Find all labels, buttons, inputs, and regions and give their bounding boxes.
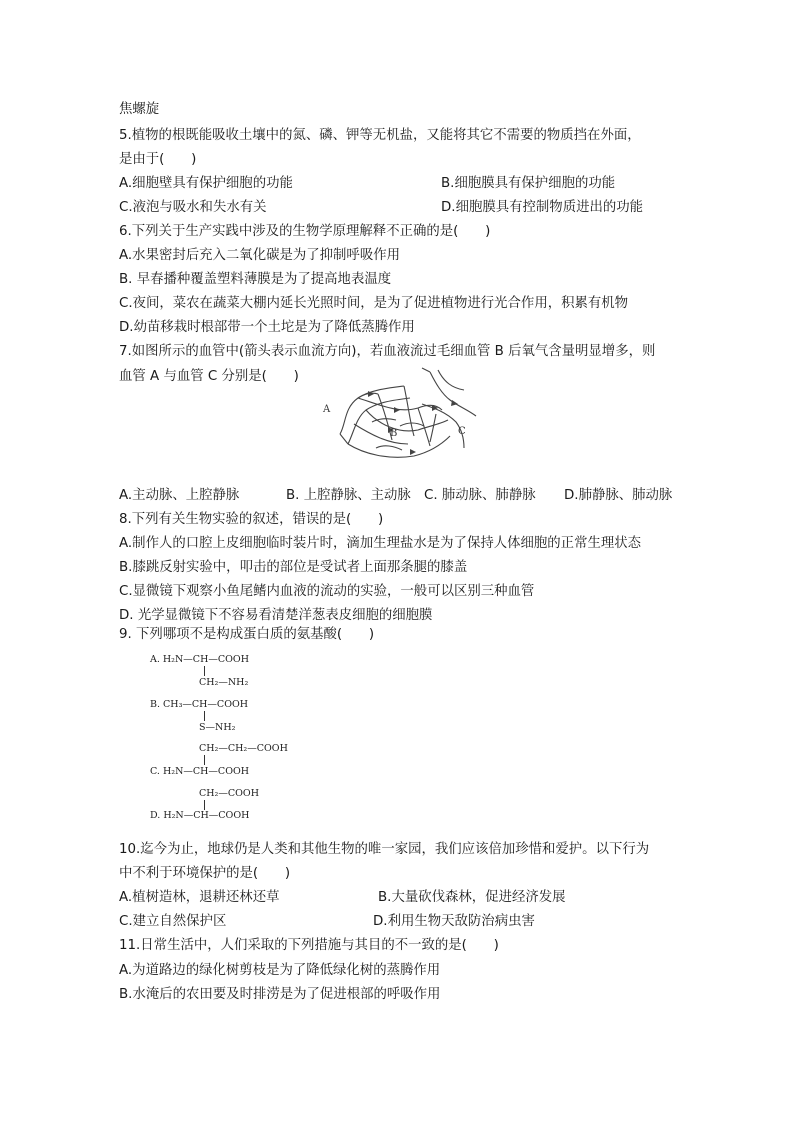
q5-stem-line1: 5.植物的根既能吸收土壤中的氮、磷、钾等无机盐，又能将其它不需要的物质挡在外面，: [119, 128, 641, 143]
fig-label-b: B: [390, 428, 398, 439]
q9-stem: 9. 下列哪项不是构成蛋白质的氨基酸( ): [119, 627, 375, 642]
q9-option-b-bond: [204, 711, 205, 721]
q11-option-b: B.水淹后的农田要及时排涝是为了促进根部的呼吸作用: [119, 987, 441, 1002]
q5-option-a: A.细胞壁具有保护细胞的功能: [119, 176, 293, 191]
q10-option-b: B.大量砍伐森林，促进经济发展: [378, 890, 566, 905]
fig-label-a: A: [323, 404, 331, 415]
q8-option-d: D. 光学显微镜下不容易看清楚洋葱表皮细胞的细胞膜: [119, 608, 433, 623]
q9-option-a-main: A. H₂N—CH—COOH: [150, 654, 249, 665]
top-fragment: 焦螺旋: [119, 102, 160, 117]
q7-stem-line2: 血管 A 与血管 C 分别是( ): [119, 369, 299, 384]
q6-option-c: C.夜间，菜农在蔬菜大棚内延长光照时间，是为了促进植物进行光合作用，积累有机物: [119, 296, 629, 311]
q8-stem: 8.下列有关生物实验的叙述，错误的是( ): [119, 512, 384, 527]
q9-option-d-main: D. H₂N—CH—COOH: [150, 810, 250, 821]
q5-stem-line2: 是由于( ): [119, 152, 197, 167]
q8-option-c: C.显微镜下观察小鱼尾鳍内血液的流动的实验，一般可以区别三种血管: [119, 584, 535, 599]
q9-option-d-side: CH₂—COOH: [199, 788, 259, 799]
q6-option-b: B. 早春播种覆盖塑料薄膜是为了提高地表温度: [119, 272, 392, 287]
q9-option-b-main: B. CH₃—CH—COOH: [150, 699, 249, 710]
q5-option-b: B.细胞膜具有保护细胞的功能: [441, 176, 616, 191]
q7-option-b: B. 上腔静脉、主动脉: [286, 488, 411, 503]
q6-option-d: D.幼苗移栽时根部带一个土坨是为了降低蒸腾作用: [119, 320, 415, 335]
q7-option-d: D.肺静脉、肺动脉: [564, 488, 673, 503]
q9-option-c-side: CH₂—CH₂—COOH: [199, 743, 288, 754]
q7-option-c: C. 肺动脉、肺静脉: [424, 488, 536, 503]
q9-option-c-main: C. H₂N—CH—COOH: [150, 766, 250, 777]
q10-stem-line1: 10.迄今为止，地球仍是人类和其他生物的唯一家园，我们应该倍加珍惜和爱护。以下行为: [119, 842, 650, 857]
blood-vessel-diagram: [318, 364, 478, 472]
q9-option-a-bond: [204, 666, 205, 676]
q8-option-b: B.膝跳反射实验中，叩击的部位是受试者上面那条腿的膝盖: [119, 560, 468, 575]
q6-option-a: A.水果密封后充入二氧化碳是为了抑制呼吸作用: [119, 248, 400, 263]
q7-option-a: A.主动脉、上腔静脉: [119, 488, 240, 503]
q5-option-c: C.液泡与吸水和失水有关: [119, 200, 267, 215]
q7-stem-line1: 7.如图所示的血管中(箭头表示血流方向)，若血液流过毛细血管 B 后氧气含量明显增多，则: [119, 344, 656, 359]
q9-option-b-side: S—NH₂: [199, 722, 236, 733]
q9-option-d-bond: [204, 800, 205, 810]
q10-option-d: D.利用生物天敌防治病虫害: [373, 914, 535, 929]
q10-option-c: C.建立自然保护区: [119, 914, 227, 929]
q8-option-a: A.制作人的口腔上皮细胞临时装片时，滴加生理盐水是为了保持人体细胞的正常生理状态: [119, 536, 642, 551]
q10-stem-line2: 中不利于环境保护的是( ): [119, 866, 291, 881]
q11-option-a: A.为道路边的绿化树剪枝是为了降低绿化树的蒸腾作用: [119, 963, 441, 978]
q9-option-c-bond: [204, 755, 205, 765]
q5-option-d: D.细胞膜具有控制物质进出的功能: [441, 200, 644, 215]
q9-option-a-side: CH₂—NH₂: [199, 677, 249, 688]
q10-option-a: A.植树造林，退耕还林还草: [119, 890, 280, 905]
q6-stem: 6.下列关于生产实践中涉及的生物学原理解释不正确的是( ): [119, 224, 491, 239]
fig-label-c: C: [458, 426, 466, 437]
q11-stem: 11.日常生活中，人们采取的下列措施与其目的不一致的是( ): [119, 938, 499, 953]
